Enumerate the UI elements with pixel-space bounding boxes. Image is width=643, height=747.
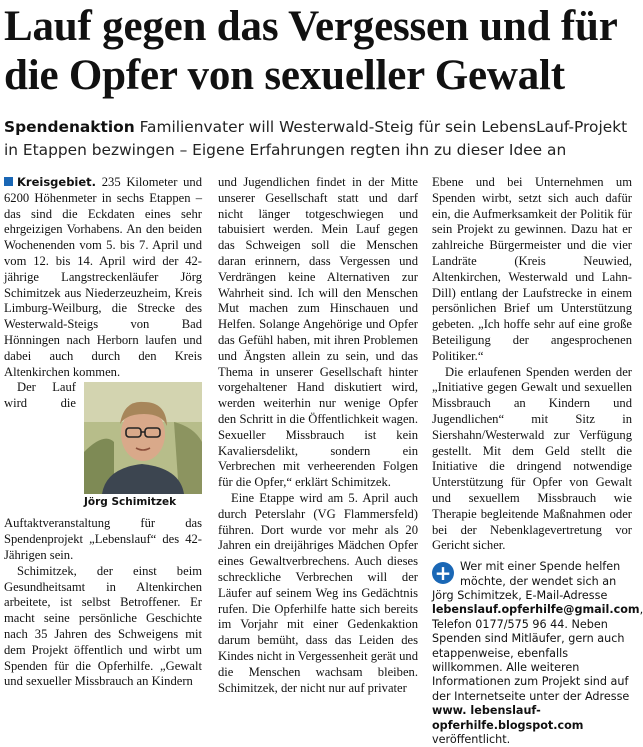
infobox-text-2: , Telefon 0177/575 96 44. Neben Spenden sind Mitläufer, gern auch etappenweise, ebenfalls willkommen. Alle weiteren Informationen zum Projekt sind auf der Internetseite unter der Adresse xyxy=(432,603,643,703)
subheadline-kicker: Spendenaktion xyxy=(4,118,135,136)
article-column-2 xyxy=(218,175,418,699)
portrait-photo xyxy=(84,382,202,512)
headline xyxy=(4,2,632,100)
location-marker-icon xyxy=(4,177,13,186)
subheadline xyxy=(4,116,632,162)
infobox-text-3: veröffentlicht. xyxy=(432,733,511,746)
paragraph-4-text: Eine Etappe wird am 5. April auch durch Peterslahr (VG Flammersfeld) führen. Dort wurde vor mehr als 20 Jahren ein dreijähriges Mädchen Opfer eines Gewaltverbrechens. Auch dieses schreckliche Verbrechen will der Läufer auf seinem Weg ins Gedächtnis rufen. Die Opferhilfe hatte sich bereits im Vorjahr mit einer Gedenkaktion darum bemüht, dass das Leiden des Kindes nicht in Vergessenheit gerät und die Menschen wachsam bleiben. Schimitzek, der nicht nur auf privater xyxy=(218,490,418,695)
article-paragraph-3-continued xyxy=(218,175,418,491)
paragraph-4-text-continued: Ebene und bei Unternehmen um Spenden wirbt, setzt sich auch dafür ein, die Aufmerksamkeit der Politik für sein Projekt zu gewinnen. Dazu hat er zahlreiche Bürgermeister und die vier Landräte (Kreis Neuwied, Altenkirchen, Westerwald und Lahn-Dill) entlang der Laufstrecke in einem persönlichen Brief um Unterstützung gebeten. „Ich hoffe sehr auf eine große Beteiligung der angesprochenen Politiker.“ xyxy=(432,175,632,363)
paragraph-5-text: Die erlaufenen Spenden werden der „Initiative gegen Gewalt und sexuellen Missbrauch an Kindern und Jugendlichen“ mit Sitz in Siershahn/Westerwald zur Verfügung gestellt. Mit dem Geld stellt die Initiative die dringend notwendige Unterstützung für Opfer von Gewalt und sexuellem Missbrauch wie Therapie begleitende Maßnahmen oder bei der Nebenklagevertretung vor Gericht sicher. xyxy=(432,364,632,553)
paragraph-2-text: Der Lauf wird die Auftaktveranstaltung für das Spendenprojekt „Lebenslauf“ des 42-Jährigen sein. xyxy=(4,380,202,562)
donation-infobox xyxy=(432,560,643,747)
article-column-1 xyxy=(4,175,202,699)
headline-line-1: Lauf gegen das Vergessen und für xyxy=(4,3,618,50)
infobox-text-1: Wer mit einer Spende helfen möchte, der wendet sich an Jörg Schimitzek, E-Mail-Adresse xyxy=(432,560,621,602)
headline-line-2: die Opfer von sexueller Gewalt xyxy=(4,52,565,99)
paragraph-1-text: 235 Kilometer und 6200 Höhenmeter in sechs Etappen – das sind die Eckdaten eines sehr ehrgeizigen Vorhabens. An den beiden Wochenenden vom 5. bis 7. April und vom 12. bis 14. April wird der 42-jährige Langstreckenläufer Jörg Schimitzek aus Niederzeuzheim, Kreis Limburg-Weilburg, die Strecke des Westerwald-Steigs von Bad Hönningen nach Herborn laufen und dabei auch durch den Kreis Altenkirchen kommen. xyxy=(4,175,202,379)
article-paragraph-3 xyxy=(4,564,202,690)
dateline: Kreisgebiet. xyxy=(17,175,97,189)
photo-caption: Jörg Schimitzek xyxy=(84,496,177,509)
website-link[interactable]: www. lebenslauf-opferhilfe.blogspot.com xyxy=(432,704,584,732)
portrait-image xyxy=(84,382,202,494)
article-paragraph-4-continued xyxy=(432,175,632,365)
paragraph-3-text: Schimitzek, der einst beim Gesundheitsamt in Altenkirchen arbeitete, ist selbst Betroffener. Er macht seine persönliche Geschichte nach 35 Jahren des Schweigens mit dem Projekt öffentlich und wirbt um Spenden für die Opferhilfe. „Gewalt und sexueller Missbrauch an Kindern xyxy=(4,563,202,689)
article-paragraph-1 xyxy=(4,175,202,380)
article-paragraph-2 xyxy=(4,380,202,563)
plus-icon: + xyxy=(432,562,454,584)
article-column-3 xyxy=(432,175,643,746)
subheadline-text: Familienvater will Westerwald-Steig für sein LebensLauf-Projekt in Etappen bezwingen – Eigene Erfahrungen regten ihn zu dieser Idee an xyxy=(4,118,628,159)
article-paragraph-5 xyxy=(432,365,632,555)
paragraph-3-text-continued: und Jugendlichen findet in der Mitte unserer Gesellschaft statt und darf nicht länger totgeschwiegen und tabuisiert werden. Mein Lauf gegen das Schweigen soll die Menschen daran erinnern, dass Vergessen und Verdrängen keine Alternativen zur Wahrheit sind. Ich will den Menschen Mut machen zum Hinschauen und Helfen. Solange Angehörige und Opfer das Gefühl haben, mit ihren Problemen und Ängsten allein zu sein, und das Thema in unserer Gesellschaft hinter vorgehaltener Hand diskutiert wird, werden weiterhin nur wenige Opfer den Schritt in die Öffentlichkeit wagen. Sexueller Missbrauch ist kein Kavaliersdelikt, sondern ein Verbrechen mit verheerenden Folgen für die Opfer,“ erklärt Schimitzek. xyxy=(218,175,418,490)
email-address[interactable]: lebenslauf.opferhilfe@gmail.com xyxy=(432,603,640,617)
article-paragraph-4 xyxy=(218,491,418,696)
